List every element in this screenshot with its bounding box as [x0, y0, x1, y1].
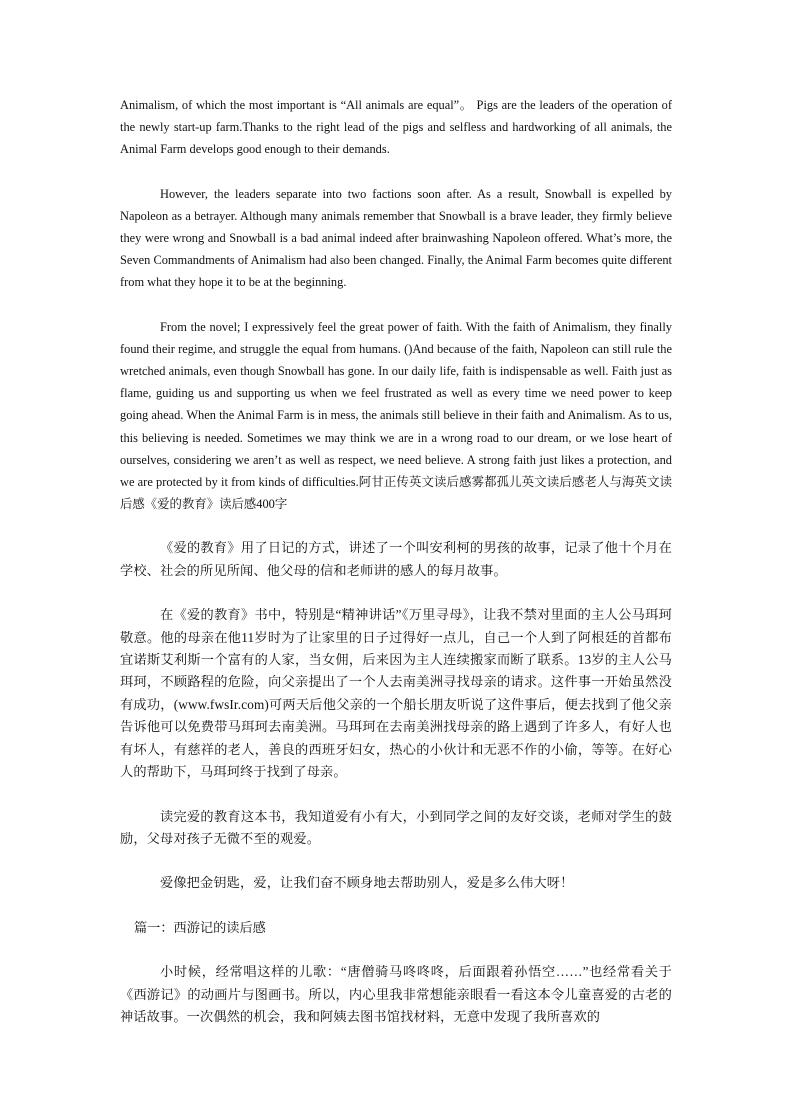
paragraph-marco-story: 在《爱的教育》书中，特别是“精神讲话”《万里寻母》，让我不禁对里面的主人公马珥珂敬意。他的母亲在他11岁时为了让家里的日子过得好一点儿，自己一个人到了阿根廷的首都布宜诺斯艾利斯一个富有的人家，当女佣，后来因为主人连续搬家而断了联系。13岁的主人公马珥珂，不顾路程的危险，向父亲提出了一个人去南美洲寻找母亲的请求。这件事一开始虽然没有成功，(www.fwsIr.com)可两天后他父亲的一个船长朋友听说了这件事后，便去找到了他父亲告诉他可以免费带马珥珂去南美洲。马珥珂在去南美洲找母亲的路上遇到了许多人，有好人也有坏人，有慈祥的老人，善良的西班牙妇女，热心的小伙计和无恶不作的小偷，等等。在好心人的帮助下，马珥珂终于找到了母亲。 — [120, 607, 672, 780]
paragraph-gap — [120, 939, 672, 961]
paragraph-gap — [120, 161, 672, 183]
paragraph-education-of-love-intro: 《爱的教育》用了日记的方式，讲述了一个叫安利柯的男孩的故事，记录了他十个月在学校、社会的所见所闻、他父母的信和老师讲的感人的每月故事。 — [120, 540, 672, 578]
paragraph-power-of-faith: From the novel; I expressively feel the great power of faith. With the faith of Animalism, they finally found their regime, and struggle the equal from humans. ()And because of the faith, Napoleon can still rule the wretched animals, even though Snowball has gone. In our daily life, faith is indispensable as well. Faith just as flame, guiding us and supporting us when we feel frustrated as well as every time we need power to keep going ahead. When the Animal Farm is in mess, the animals still believe in their faith and Animalism. As to us, this believing is needed. Sometimes we may think we are in a wrong road to our dream, or we lose heart of ourselves, considering we aren’t as well as respect, we need believe. A strong faith just likes a protection, and we are protected by it from kinds of difficulties.阿甘正传英文读后感雾都孤儿英文读后感老人与海英文读后感《爱的教育》读后感400字 — [120, 319, 672, 512]
document-page — [120, 94, 672, 1028]
paragraph-animalism-intro: Animalism, of which the most important is “All animals are equal”。 Pigs are the leaders of the operation of the newly start-up farm.Thanks to the right lead of the pigs and selfless and hardworking of all animals, the Animal Farm develops good enough to their demands. — [120, 98, 672, 157]
paragraph-golden-key: 爱像把金钥匙，爱，让我们奋不顾身地去帮助别人，爱是多么伟大呀！ — [160, 875, 574, 891]
section-heading-journey-west: 篇一：西游记的读后感 — [134, 919, 266, 935]
paragraph-childhood-song: 小时候，经常唱这样的儿歌：“唐僧骑马咚咚咚，后面跟着孙悟空……”也经常看关于《西游记》的动画片与图画书。所以，内心里我非常想能亲眼看一看这本令儿童喜爱的古老的神话故事。一次偶然的机会，我和阿姨去图书馆找材料，无意中发现了我所喜欢的 — [120, 964, 672, 1024]
paragraph-gap — [120, 582, 672, 604]
paragraph-gap — [120, 294, 672, 316]
paragraph-gap — [120, 784, 672, 806]
paragraph-snowball-expelled: However, the leaders separate into two factions soon after. As a result, Snowball is expelled by Napoleon as a betrayer. Although many animals remember that Snowball is a brave leader, they firmly believe they were wrong and Snowball is a bad animal indeed after brainwashing Napoleon offered. What’s more, the Seven Commandments of Animalism had also been changed. Finally, the Animal Farm becomes quite different from what they hope it to be at the beginning. — [120, 186, 672, 290]
paragraph-gap — [120, 895, 672, 917]
paragraph-gap — [120, 515, 672, 537]
paragraph-love-reflection: 读完爱的教育这本书，我知道爱有小有大，小到同学之间的友好交谈，老师对学生的鼓励，父母对孩子无微不至的观爱。 — [120, 808, 672, 846]
paragraph-gap — [120, 850, 672, 872]
